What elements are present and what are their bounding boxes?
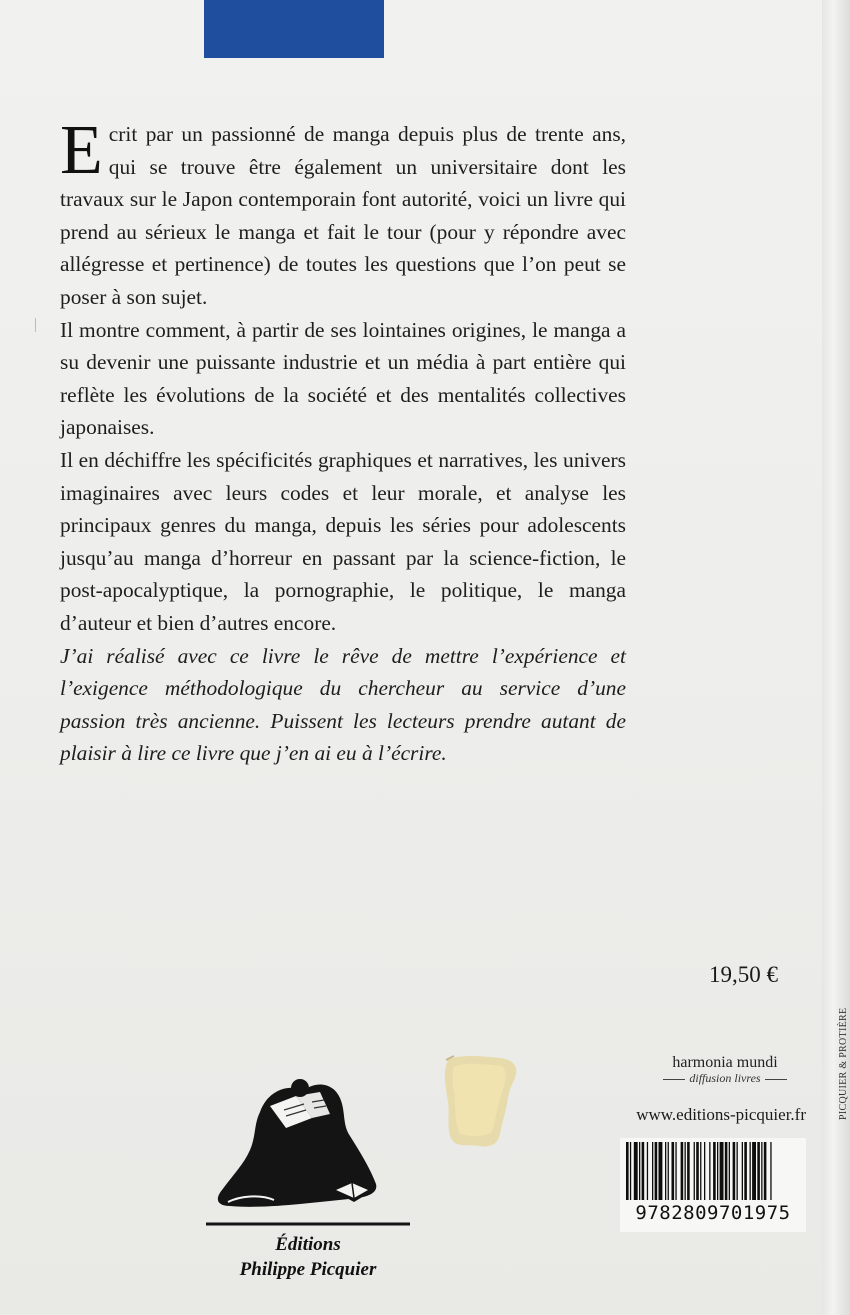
barcode-bar	[668, 1142, 669, 1200]
barcode	[620, 1138, 806, 1232]
barcode-bar	[764, 1142, 767, 1200]
barcode-bar	[750, 1142, 751, 1200]
blue-header-block	[204, 0, 384, 58]
publisher-line-1: Éditions	[275, 1234, 341, 1255]
barcode-bar	[729, 1142, 730, 1200]
publisher-name	[200, 1232, 416, 1282]
price-sticker-residue	[440, 1052, 522, 1157]
barcode-bar	[744, 1142, 747, 1200]
barcode-bar	[687, 1142, 690, 1200]
barcode-bar	[652, 1142, 653, 1200]
drop-cap: E	[60, 112, 103, 189]
publisher-website: www.editions-picquier.fr	[636, 1105, 806, 1124]
spine-imprint	[832, 1005, 849, 1120]
barcode-bar	[672, 1142, 675, 1200]
barcode-bar	[733, 1142, 736, 1200]
price-label: 19,50 €	[709, 962, 778, 987]
barcode-bar	[659, 1142, 663, 1200]
page-mark	[35, 318, 36, 332]
distributor-subtitle: diffusion livres	[640, 1071, 810, 1086]
isbn-number: 9782809701975	[635, 1202, 791, 1224]
blurb-paragraph-3: Il en déchiffre les spécificités graphiques et narratives, les univers imaginaires avec leurs codes et leur morale, et analyse les principaux genres du manga, depuis les séries pour adolescents jusqu’au manga d’horreur en passant par la science-fiction, le post-apocalyptique, la pornographie, le politique, le manga d’auteur et bien d’autres encore.	[60, 447, 626, 635]
barcode-bar	[685, 1142, 686, 1200]
barcode-bar	[675, 1142, 676, 1200]
barcode-bar	[752, 1142, 756, 1200]
barcode-bar	[720, 1142, 724, 1200]
barcode-bar	[642, 1142, 645, 1200]
barcode-bar	[717, 1142, 718, 1200]
barcode-bar	[761, 1142, 762, 1200]
barcode-bar	[639, 1142, 640, 1200]
barcode-bar	[737, 1142, 738, 1200]
publisher-line-2: Philippe Picquier	[239, 1259, 377, 1280]
barcode-bar	[742, 1142, 743, 1200]
distributor-name: harmonia mundi	[672, 1054, 778, 1071]
barcode-bar	[655, 1142, 658, 1200]
barcode-icon	[620, 1138, 806, 1204]
barcode-bar	[713, 1142, 716, 1200]
barcode-bar	[725, 1142, 728, 1200]
barcode-bar	[704, 1142, 705, 1200]
barcode-bar	[709, 1142, 710, 1200]
author-quote: J’ai réalisé avec ce livre le rêve de mettre l’expérience et l’exigence méthodologique du chercheur au service d’une passion très ancienne. Puissent les lecteurs prendre autant de plaisir à lire ce livre que j’en ai eu à l’écrire.	[60, 643, 626, 766]
blurb-paragraph-2: Il montre comment, à partir de ses lointaines origines, le manga a su devenir une puissante industrie et un média à part entière qui reflète les évolutions de la société et des mentalités collectives japonaises.	[60, 317, 626, 440]
distributor-mark	[640, 1054, 810, 1086]
blurb-paragraph-1-text: crit par un passionné de manga depuis plus de trente ans, qui se trouve être également un universitaire dont les travaux sur le Japon contemporain font autorité, voici un livre qui prend au sérieux le manga et fait le tour (pour y répondre avec allégresse et pertinence) de toutes les questions que l’on peut se poser à son sujet.	[60, 122, 626, 309]
barcode-bar	[770, 1142, 771, 1200]
barcode-bar	[630, 1142, 631, 1200]
barcode-bar	[700, 1142, 701, 1200]
barcode-bar	[634, 1142, 638, 1200]
blurb-paragraph-1	[60, 112, 626, 314]
barcode-bar	[694, 1142, 695, 1200]
spine-imprint-text: PICQUIER & PROTIÈRE	[838, 1007, 849, 1120]
barcode-bar	[757, 1142, 760, 1200]
barcode-bar	[681, 1142, 684, 1200]
back-cover-blurb	[60, 112, 626, 770]
barcode-bar	[626, 1142, 629, 1200]
barcode-bar	[647, 1142, 648, 1200]
reading-figure-logo-icon	[200, 1072, 416, 1237]
barcode-bar	[665, 1142, 666, 1200]
barcode-bar	[696, 1142, 699, 1200]
